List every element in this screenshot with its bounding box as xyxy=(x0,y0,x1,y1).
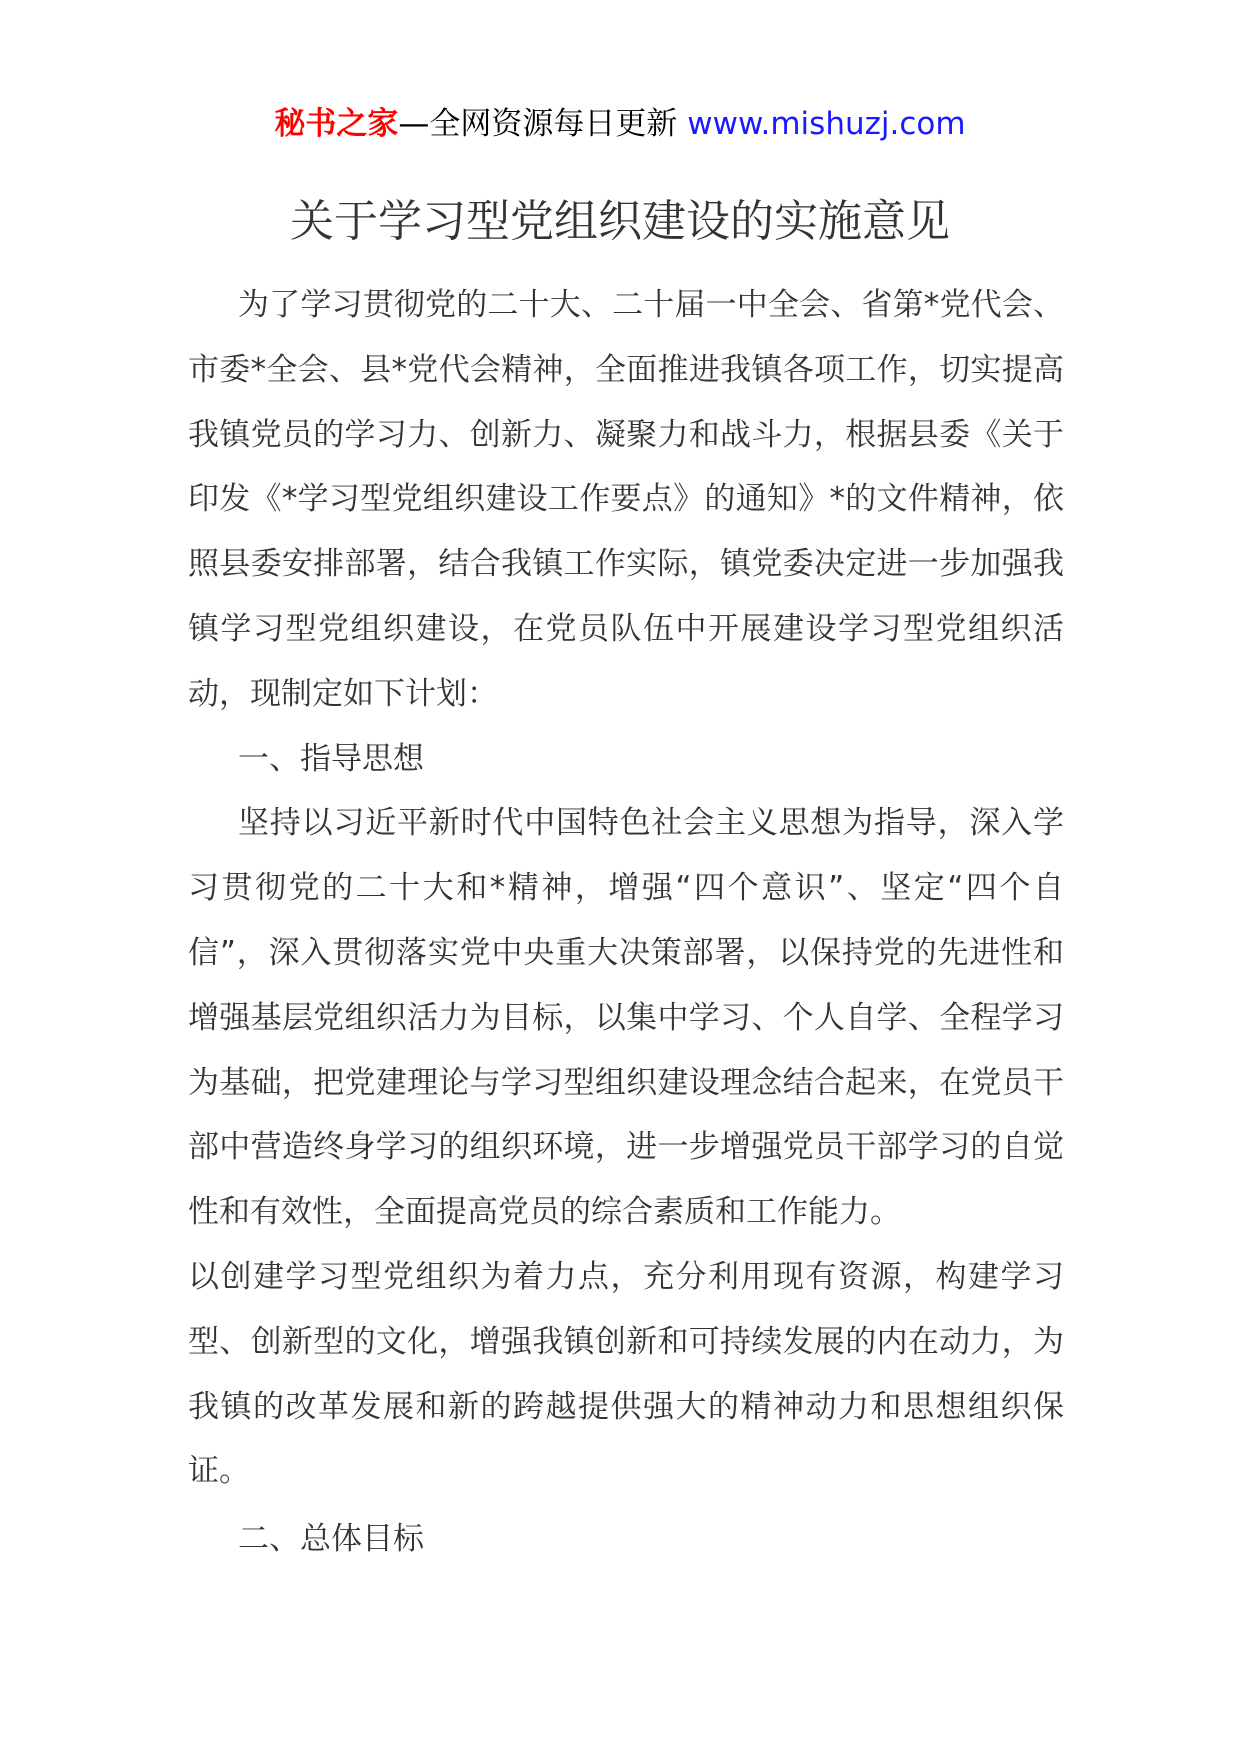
site-url-link[interactable]: www.mishuzj.com xyxy=(687,106,966,142)
section-heading-overall-goals: 二、总体目标 xyxy=(238,1521,424,1558)
site-slogan: —全网资源每日更新 xyxy=(398,106,678,142)
guiding-ideology-paragraph-2: 以创建学习型党组织为着力点，充分利用现有资源，构建学习型、创新型的文化，增强我镇创新和可持续发展的内在动力，为我镇的改革发展和新的跨越提供强大的精神动力和思想组织保证。 xyxy=(188,1258,1064,1490)
guiding-ideology-paragraph: 坚持以习近平新时代中国特色社会主义思想为指导，深入学习贯彻党的二十大和*精神，增强“四个意识”、坚定“四个自信”，深入贯彻落实党中央重大决策部署，以保持党的先进性和增强基层党组织活力为目标，以集中学习、个人自学、全程学习为基础，把党建理论与学习型组织建设理念结合起来，在党员干部中营造终身学习的组织环境，进一步增强党员干部学习的自觉性和有效性，全面提高党员的综合素质和工作能力。 xyxy=(188,805,1064,1231)
document-title: 关于学习型党组织建设的实施意见 xyxy=(290,196,950,247)
site-brand: 秘书之家 xyxy=(274,106,399,142)
section-heading-guiding-ideology: 一、指导思想 xyxy=(238,740,424,777)
intro-paragraph: 为了学习贯彻党的二十大、二十届一中全会、省第*党代会、市委*全会、县*党代会精神，全面推进我镇各项工作，切实提高我镇党员的学习力、创新力、凝聚力和战斗力，根据县委《关于印发《*学习型党组织建设工作要点》的通知》*的文件精神，依照县委安排部署，结合我镇工作实际，镇党委决定进一步加强我镇学习型党组织建设，在党员队伍中开展建设学习型党组织活动，现制定如下计划： xyxy=(188,287,1064,712)
document-body xyxy=(188,273,1064,1572)
site-header xyxy=(0,100,1240,148)
